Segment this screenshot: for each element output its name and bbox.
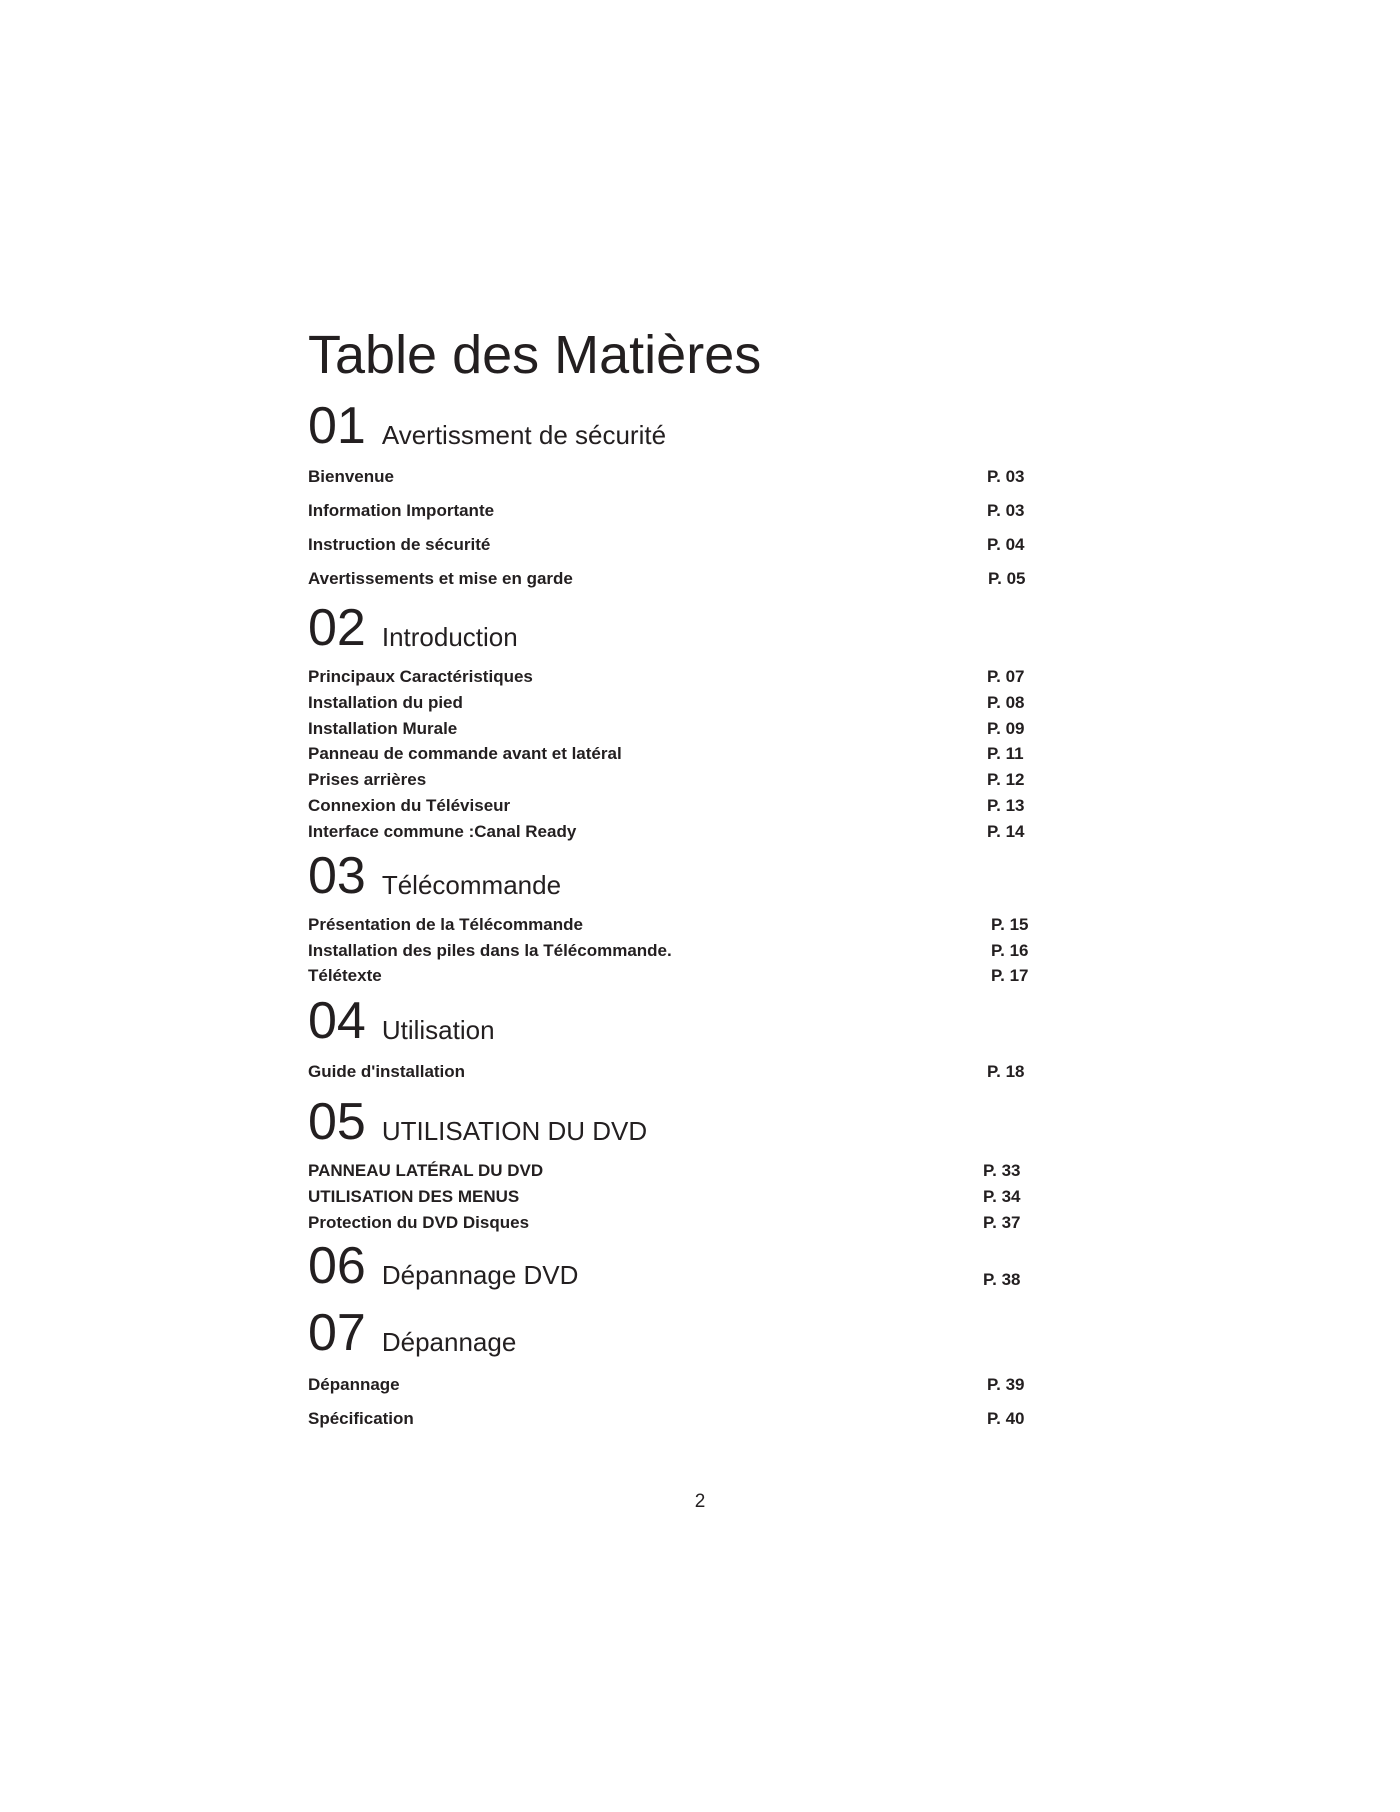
section-number: 03 bbox=[308, 847, 366, 905]
section-title: Dépannage DVD bbox=[381, 1260, 579, 1290]
toc-entry-label[interactable]: Connexion du Téléviseur bbox=[308, 796, 511, 815]
toc-entry-label[interactable]: Spécification bbox=[308, 1409, 414, 1428]
toc-entry-page[interactable]: P. 18 bbox=[987, 1062, 1025, 1081]
toc-entry-label[interactable]: Instruction de sécurité bbox=[308, 535, 491, 554]
toc-entry-page[interactable]: P. 08 bbox=[987, 693, 1025, 712]
toc-entry-label[interactable]: Bienvenue bbox=[308, 467, 394, 486]
toc-entry-page[interactable]: P. 14 bbox=[987, 822, 1025, 841]
section-02-heading bbox=[308, 599, 518, 657]
toc-entry-label[interactable]: Interface commune :Canal Ready bbox=[308, 822, 577, 841]
page-number: 2 bbox=[694, 1491, 706, 1512]
toc-entry-page[interactable]: P. 13 bbox=[987, 796, 1025, 815]
toc-entry-page[interactable]: P. 03 bbox=[987, 501, 1025, 520]
toc-entry-label[interactable]: Installation du pied bbox=[308, 693, 463, 712]
section-number: 07 bbox=[308, 1304, 366, 1362]
section-title: Télécommande bbox=[381, 870, 562, 900]
section-title: Utilisation bbox=[381, 1015, 495, 1045]
toc-entry-label[interactable]: Télétexte bbox=[308, 966, 382, 985]
toc-entry-label[interactable]: Dépannage bbox=[308, 1375, 400, 1394]
toc-entry-page[interactable]: P. 12 bbox=[987, 770, 1025, 789]
toc-entry-label[interactable]: Principaux Caractéristiques bbox=[308, 667, 533, 686]
toc-entry-page[interactable]: P. 16 bbox=[991, 941, 1029, 960]
toc-entry-page[interactable]: P. 39 bbox=[987, 1375, 1025, 1394]
toc-entry-page[interactable]: P. 03 bbox=[987, 467, 1025, 486]
toc-entry-page[interactable]: P. 38 bbox=[983, 1270, 1021, 1289]
section-title: Avertissment de sécurité bbox=[381, 420, 667, 450]
toc-entry-page[interactable]: P. 09 bbox=[987, 719, 1025, 738]
toc-entry-page[interactable]: P. 04 bbox=[987, 535, 1025, 554]
toc-entry-label[interactable]: Installation des piles dans la Télécommande. bbox=[308, 941, 672, 960]
section-03-heading bbox=[308, 847, 562, 905]
toc-entry-label[interactable]: UTILISATION DES MENUS bbox=[308, 1187, 520, 1206]
section-number: 05 bbox=[308, 1093, 366, 1151]
toc-entry-page[interactable]: P. 15 bbox=[991, 915, 1029, 934]
toc-entry-page[interactable]: P. 34 bbox=[983, 1187, 1021, 1206]
toc-entry-page[interactable]: P. 33 bbox=[983, 1161, 1021, 1180]
section-06-heading bbox=[308, 1237, 579, 1295]
toc-entry-label[interactable]: Guide d'installation bbox=[308, 1062, 466, 1081]
section-07-heading bbox=[308, 1304, 517, 1362]
section-number: 01 bbox=[308, 397, 366, 455]
toc-entry-page[interactable]: P. 07 bbox=[987, 667, 1025, 686]
toc-entry-label[interactable]: Protection du DVD Disques bbox=[308, 1213, 530, 1232]
toc-entry-page[interactable]: P. 17 bbox=[991, 966, 1029, 985]
section-number: 02 bbox=[308, 599, 366, 657]
section-04-heading bbox=[308, 992, 495, 1050]
toc-entry-label[interactable]: Installation Murale bbox=[308, 719, 458, 738]
section-number: 06 bbox=[308, 1237, 366, 1295]
section-01-heading bbox=[308, 397, 667, 455]
toc-entry-page[interactable]: P. 40 bbox=[987, 1409, 1025, 1428]
toc-entry-label[interactable]: Information Importante bbox=[308, 501, 495, 520]
section-title: Introduction bbox=[381, 622, 518, 652]
section-number: 04 bbox=[308, 992, 366, 1050]
section-title: Dépannage bbox=[381, 1327, 517, 1357]
toc-entry-label[interactable]: Avertissements et mise en garde bbox=[308, 569, 573, 588]
page-title: Table des Matières bbox=[308, 325, 762, 385]
toc-entry-page[interactable]: P. 37 bbox=[983, 1213, 1021, 1232]
section-05-heading bbox=[308, 1093, 648, 1151]
toc-entry-page[interactable]: P. 05 bbox=[988, 569, 1026, 588]
toc-entry-label[interactable]: PANNEAU LATÉRAL DU DVD bbox=[308, 1161, 544, 1180]
section-title: UTILISATION DU DVD bbox=[381, 1116, 648, 1146]
toc-entry-label[interactable]: Panneau de commande avant et latéral bbox=[308, 744, 622, 763]
toc-entry-label[interactable]: Présentation de la Télécommande bbox=[308, 915, 583, 934]
toc-entry-page[interactable]: P. 11 bbox=[987, 744, 1024, 763]
toc-entry-label[interactable]: Prises arrières bbox=[308, 770, 427, 789]
